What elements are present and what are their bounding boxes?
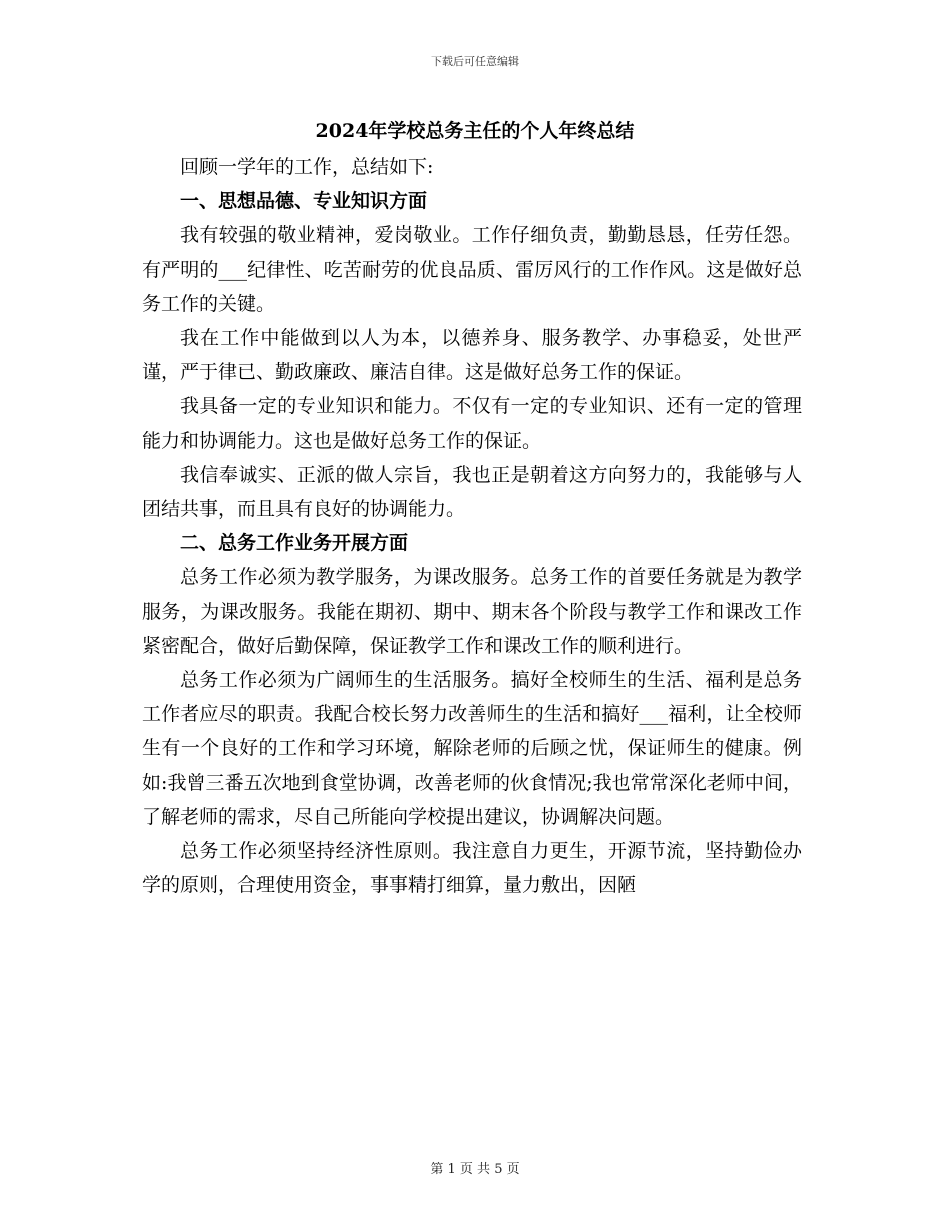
body-paragraph: 我具备一定的专业知识和能力。不仅有一定的专业知识、还有一定的管理能力和协调能力。这也是做好总务工作的保证。 — [142, 395, 802, 452]
body-paragraph: 我信奉诚实、正派的做人宗旨，我也正是朝着这方向努力的，我能够与人团结共事，而且具有良好的协调能力。 — [142, 463, 802, 521]
body-paragraph: 回顾一学年的工作，总结如下: — [180, 156, 434, 178]
document-title: 2024年学校总务主任的个人年终总结 — [315, 120, 635, 142]
page-header-note: 下载后可任意编辑 — [431, 55, 519, 68]
body-paragraph: 总务工作必须为广阔师生的生活服务。搞好全校师生的生活、福利是总务工作者应尽的职责。我配合校长努力改善师生的生活和搞好___福利，让全校师生有一个良好的工作和学习环境，解除老师的后顾之忧，保证师生的健康。例如:我曾三番五次地到食堂协调，改善老师的伙食情况;我也常常深化老师中间，了解老师的需求，尽自己所能向学校提出建议，协调解决问题。 — [142, 669, 802, 828]
body-paragraph: 总务工作必须坚持经济性原则。我注意自力更生，开源节流，坚持勤俭办学的原则，合理使用资金，事事精打细算，量力敷出，因陋 — [142, 840, 802, 897]
section-heading: 二、总务工作业务开展方面 — [180, 532, 409, 555]
page-number-footer: 第 1 页 共 5 页 — [430, 1162, 520, 1177]
body-paragraph: 我有较强的敬业精神，爱岗敬业。工作仔细负责，勤勤恳恳，任劳任怨。有严明的___纪律性、吃苦耐劳的优良品质、雷厉风行的工作作风。这是做好总务工作的关键。 — [142, 224, 802, 315]
document-body — [142, 150, 802, 902]
body-paragraph: 总务工作必须为教学服务，为课改服务。总务工作的首要任务就是为教学服务，为课改服务。我能在期初、期中、期末各个阶段与教学工作和课改工作紧密配合，做好后勤保障，保证教学工作和课改工作的顺利进行。 — [142, 566, 802, 657]
body-paragraph: 我在工作中能做到以人为本，以德养身、服务教学、办事稳妥，处世严谨，严于律已、勤政廉政、廉洁自律。这是做好总务工作的保证。 — [142, 327, 802, 384]
section-heading: 一、思想品德、专业知识方面 — [180, 190, 428, 213]
